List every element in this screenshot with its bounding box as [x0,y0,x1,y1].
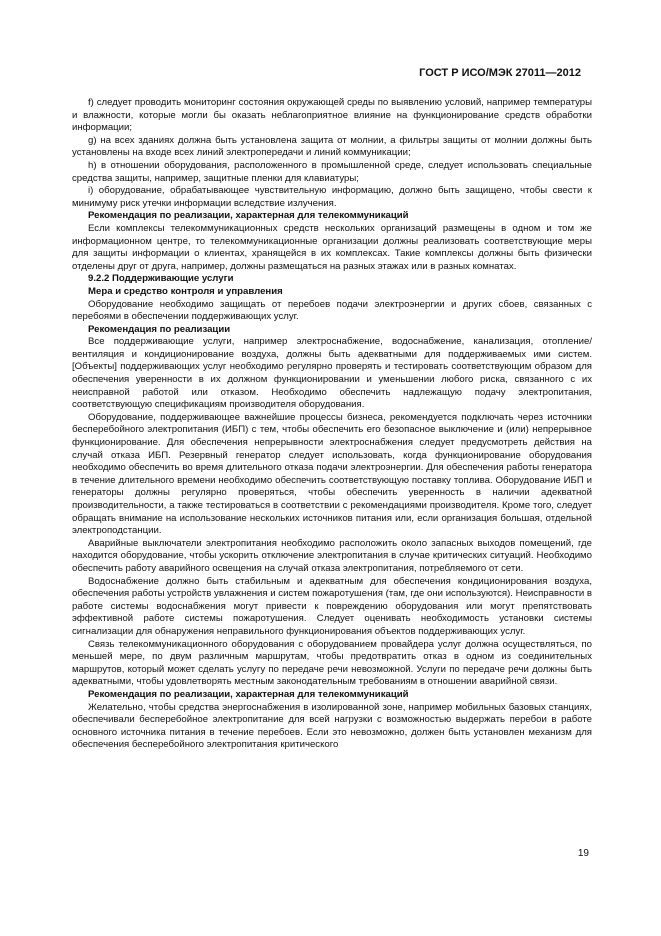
body-paragraph: f) следует проводить мониторинг состояния окружающей среды по выявлению условий, например температуры и влажности, которые могли бы оказать неблагоприятное влияние на функционирование средств обработки информации; [72,97,592,134]
body-paragraph: i) оборудование, обрабатывающее чувствительную информацию, должно быть защищено, чтобы свести к минимуму риск утечки информации вследствие излучения. [72,185,592,209]
page-number: 19 [577,848,589,859]
body-paragraph: Оборудование, поддерживающее важнейшие процессы бизнеса, рекомендуется подключать через источники бесперебойного электропитания (ИБП) с тем, чтобы обеспечить его безопасное выключение и (или) непрерывное функционирование. Для обеспечения непрерывности электроснабжения следует предусмотреть действия на случай отказа ИБП. Резервный генератор следует использовать, когда функционирование оборудования необходимо обеспечить во время длительного отказа подачи электроэнергии. Для обеспечения работы генератора в течение длительного времени необходимо обеспечить соответствующую поставку топлива. Оборудование ИБП и генераторы должны регулярно проверяться, чтобы обеспечить уверенность в наличии адекватной производительности, а также тестироваться в соответствии с рекомендациями производителя. Кроме того, следует обращать внимание на использование нескольких источников питания или, если организация большая, отдельной электроподстанции. [72,411,592,537]
body-paragraph: Связь телекоммуникационного оборудования с оборудованием провайдера услуг должна осуществляться, по меньшей мере, по двум различным маршрутам, чтобы предотвратить отказ в одном из соединительных маршрутов, который может сделать услугу по передаче речи невозможной. Услуги по передаче речи должны быть адекватными, чтобы удовлетворять местным законодательным требованиям в отношении аварийной связи. [72,638,592,688]
document-header: ГОСТ Р ИСО/МЭК 27011—2012 [419,67,581,79]
body-paragraph: Если комплексы телекоммуникационных средств нескольких организаций размещены в одном и том же информационном центре, то телекоммуникационные организации должны реализовать соответствующие меры для защиты информации о клиентах, хранящейся в их комплексах. Такие комплексы должны быть физически отделены друг от друга, например, должны размещаться на разных этажах или в разных комнатах. [72,222,592,272]
body-paragraph: g) на всех зданиях должна быть установлена защита от молнии, а фильтры защиты от молнии должны быть установлены на входе всех линий электропередачи и линий коммуникации; [72,134,592,159]
section-heading: Рекомендация по реализации, характерная для телекоммуникаций [88,688,409,700]
body-paragraph: Водоснабжение должно быть стабильным и адекватным для обеспечения кондиционирования воздуха, обеспечения работы устройств увлажнения и систем пожаротушения (там, где они используются). Неисправности в работе системы водоснабжения могут привести к повреждению оборудования или могут препятствовать эффективной работе системы пожаротушения. Следует оценивать необходимость установки системы сигнализации для обнаружения неправильного функционирования объектов поддерживающих услуг. [72,575,592,637]
body-paragraph: Все поддерживающие услуги, например электроснабжение, водоснабжение, канализация, отопление/вентиляция и кондиционирование воздуха, должны быть адекватными для поддерживаемых ими систем. [Объекты] поддерживающих услуг необходимо регулярно проверять и тестировать соответствующим образом для обеспечения уверенности в их должном функционировании и уменьшении любого риска, связанного с их неисправной работой или отказом. Необходимо обеспечить надлежащую подачу электропитания, соответствующую спецификациям производителя оборудования. [72,336,592,411]
body-paragraph: Аварийные выключатели электропитания необходимо расположить около запасных выходов помещений, где находится оборудование, чтобы ускорить отключение электропитания в случае критических ситуаций. Необходимо обеспечить работу аварийного освещения на случай отказа электропитания, потребляемого от сети. [72,537,592,574]
body-paragraph: h) в отношении оборудования, расположенного в промышленной среде, следует использовать специальные средства защиты, например, защитные пленки для клавиатуры; [72,159,592,184]
document-body [72,97,592,752]
section-heading: Рекомендация по реализации, характерная для телекоммуникаций [88,210,409,222]
section-heading: Мера и средство контроля и управления [88,285,283,297]
body-paragraph: Желательно, чтобы средства энергоснабжения в изолированной зоне, например мобильных базовых станциях, обеспечивали бесперебойное электропитание для всей нагрузки с возможностью выдержать перебои в работе основного источника питания в течение перебоев. Если это невозможно, должен быть установлен механизм для обеспечения бесперебойного электропитания критического [72,701,592,751]
section-heading: Рекомендация по реализации [88,323,231,335]
body-paragraph: Оборудование необходимо защищать от перебоев подачи электроэнергии и других сбоев, связанных с перебоями в обеспечении поддерживающих услуг. [72,298,592,323]
section-heading: 9.2.2 Поддерживающие услуги [88,273,234,285]
